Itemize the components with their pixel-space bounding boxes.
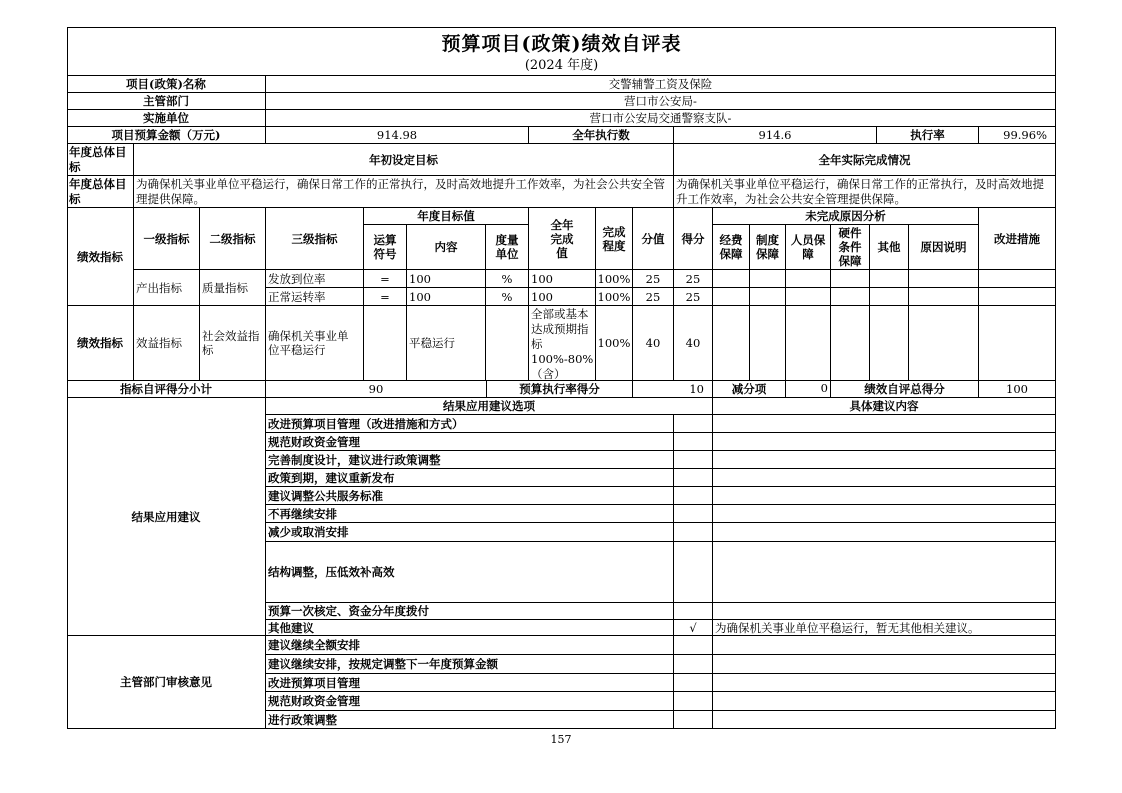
application-detail [713, 451, 1056, 469]
review-detail [713, 636, 1056, 655]
row2-actual: 100 [529, 288, 596, 306]
row1-level3: 发放到位率 [266, 270, 364, 288]
row2-r-hardware [831, 288, 870, 306]
row3-score: 40 [674, 306, 713, 381]
application-option: 预算一次核定、资金分年度拨付 [266, 603, 674, 620]
row3-r-system [750, 306, 786, 381]
rate-value: 99.96% [979, 127, 1056, 144]
review-check [674, 655, 713, 674]
row2-score: 25 [674, 288, 713, 306]
deduct-value: 0 [786, 381, 831, 398]
application-detail [713, 415, 1056, 433]
score-header: 得分 [674, 208, 713, 270]
review-detail [713, 655, 1056, 674]
row1-r-system [750, 270, 786, 288]
dept-value: 营口市公安局- [266, 93, 1056, 110]
row1-unit: % [486, 270, 529, 288]
row3-level3: 确保机关事业单位平稳运行 [266, 306, 364, 381]
score-value-header: 分值 [633, 208, 674, 270]
row1-r-other [870, 270, 909, 288]
application-check: √ [674, 620, 713, 636]
application-option: 建议调整公共服务标准 [266, 487, 674, 505]
application-option: 完善制度设计，建议进行政策调整 [266, 451, 674, 469]
application-option: 改进预算项目管理（改进措施和方式） [266, 415, 674, 433]
row1-r-staff [786, 270, 831, 288]
review-option: 改进预算项目管理 [266, 674, 674, 692]
review-option: 进行政策调整 [266, 711, 674, 729]
row2-op: = [364, 288, 407, 306]
row1-degree: 100% [596, 270, 633, 288]
row3-content: 平稳运行 [407, 306, 486, 381]
review-detail [713, 692, 1056, 711]
application-detail-header: 具体建议内容 [713, 398, 1056, 415]
row3-r-note [909, 306, 979, 381]
application-detail [713, 603, 1056, 620]
reason-note-header: 原因说明 [909, 225, 979, 270]
row3-degree: 100% [596, 306, 633, 381]
project-name-value: 交警辅警工资及保险 [266, 76, 1056, 93]
degree-header: 完成程度 [596, 208, 633, 270]
row3-r-fund [713, 306, 750, 381]
row1-level2: 质量指标 [200, 270, 266, 306]
initial-goal-header: 年初设定目标 [134, 144, 674, 176]
application-options-header: 结果应用建议选项 [266, 398, 713, 415]
row3-level1: 效益指标 [134, 306, 200, 381]
row3-improve [979, 306, 1056, 381]
form-subtitle: (2024 年度) [524, 58, 599, 73]
application-check [674, 542, 713, 603]
application-check [674, 415, 713, 433]
deduct-label: 减分项 [713, 381, 786, 398]
budget-score-label: 预算执行率得分 [487, 381, 633, 398]
reason-fund-header: 经费保障 [713, 225, 750, 270]
review-detail [713, 711, 1056, 729]
reason-group-header: 未完成原因分析 [713, 208, 979, 225]
application-check [674, 505, 713, 523]
reason-other-header: 其他 [870, 225, 909, 270]
reason-staff-header: 人员保障 [786, 225, 831, 270]
unit-header: 度量单位 [486, 225, 529, 270]
title-cell [67, 27, 1056, 76]
budget-score-value: 10 [633, 381, 713, 398]
actual-goal-header: 全年实际完成情况 [674, 144, 1056, 176]
total-label: 绩效自评总得分 [831, 381, 979, 398]
initial-goal-text: 为确保机关事业单位平稳运行，确保日常工作的正常执行，及时高效地提升工作效率，为社会公共安全管理提供保障。 [134, 176, 674, 208]
review-check [674, 692, 713, 711]
level3-header: 三级指标 [266, 208, 364, 270]
application-check [674, 603, 713, 620]
budget-value: 914.98 [266, 127, 529, 144]
application-label: 结果应用建议 [67, 398, 266, 636]
review-option: 建议继续安排，按规定调整下一年度预算金额 [266, 655, 674, 674]
row1-value: 25 [633, 270, 674, 288]
row2-r-fund [713, 288, 750, 306]
row1-level1: 产出指标 [134, 270, 200, 306]
goal-label-1: 年度总体目标 [67, 144, 134, 176]
exec-label: 全年执行数 [529, 127, 674, 144]
budget-label: 项目预算金额（万元) [67, 127, 266, 144]
subtotal-label: 指标自评得分小计 [67, 381, 266, 398]
row3-actual: 全部或基本达成预期指标100%-80%（含） [529, 306, 596, 381]
reason-hardware-header: 硬件条件保障 [831, 225, 870, 270]
application-option: 政策到期，建议重新发布 [266, 469, 674, 487]
application-detail [713, 487, 1056, 505]
application-detail: 为确保机关事业单位平稳运行，暂无其他相关建议。 [713, 620, 1056, 636]
op-header: 运算符号 [364, 225, 407, 270]
review-option: 建议继续全额安排 [266, 636, 674, 655]
row3-r-staff [786, 306, 831, 381]
application-detail [713, 542, 1056, 603]
row2-unit: % [486, 288, 529, 306]
project-name-label: 项目(政策)名称 [67, 76, 266, 93]
row1-r-fund [713, 270, 750, 288]
review-detail [713, 674, 1056, 692]
row3-r-other [870, 306, 909, 381]
review-check [674, 674, 713, 692]
row2-r-note [909, 288, 979, 306]
application-detail [713, 505, 1056, 523]
application-option: 结构调整，压低效补高效 [266, 542, 674, 603]
row3-r-hardware [831, 306, 870, 381]
evaluation-sheet [67, 27, 1056, 729]
level2-header: 二级指标 [200, 208, 266, 270]
application-check [674, 469, 713, 487]
row2-degree: 100% [596, 288, 633, 306]
application-detail [713, 469, 1056, 487]
row3-level2: 社会效益指标 [200, 306, 266, 381]
subtotal-value: 90 [266, 381, 487, 398]
row2-r-other [870, 288, 909, 306]
row1-content: 100 [407, 270, 486, 288]
level1-header: 一级指标 [134, 208, 200, 270]
content-header: 内容 [407, 225, 486, 270]
form-title: 预算项目(政策)绩效自评表 [441, 33, 682, 55]
application-detail [713, 433, 1056, 451]
application-check [674, 451, 713, 469]
row3-unit [486, 306, 529, 381]
row2-r-system [750, 288, 786, 306]
review-option: 规范财政资金管理 [266, 692, 674, 711]
application-option: 不再继续安排 [266, 505, 674, 523]
application-detail [713, 523, 1056, 542]
total-value: 100 [979, 381, 1056, 398]
actual-header: 全年完成值 [529, 208, 596, 270]
row2-content: 100 [407, 288, 486, 306]
row2-level3: 正常运转率 [266, 288, 364, 306]
application-option: 规范财政资金管理 [266, 433, 674, 451]
dept-label: 主管部门 [67, 93, 266, 110]
row1-r-note [909, 270, 979, 288]
row1-actual: 100 [529, 270, 596, 288]
unit-label: 实施单位 [67, 110, 266, 127]
row3-op [364, 306, 407, 381]
improve-header: 改进措施 [979, 208, 1056, 270]
review-label: 主管部门审核意见 [67, 636, 266, 729]
row2-value: 25 [633, 288, 674, 306]
application-check [674, 433, 713, 451]
page-number: 157 [550, 733, 572, 746]
row2-improve [979, 288, 1056, 306]
perf-indicator-label-2: 绩效指标 [67, 306, 134, 381]
rate-label: 执行率 [877, 127, 979, 144]
row3-value: 40 [633, 306, 674, 381]
review-check [674, 711, 713, 729]
review-check [674, 636, 713, 655]
row1-op: = [364, 270, 407, 288]
actual-goal-text: 为确保机关事业单位平稳运行，确保日常工作的正常执行，及时高效地提升工作效率，为社会公共安全管理提供保障。 [674, 176, 1056, 208]
application-option: 减少或取消安排 [266, 523, 674, 542]
reason-system-header: 制度保障 [750, 225, 786, 270]
row1-r-hardware [831, 270, 870, 288]
row1-score: 25 [674, 270, 713, 288]
application-check [674, 487, 713, 505]
row2-r-staff [786, 288, 831, 306]
target-group-header: 年度目标值 [364, 208, 529, 225]
goal-label-2: 年度总体目标 [67, 176, 134, 208]
row1-improve [979, 270, 1056, 288]
unit-value: 营口市公安局交通警察支队- [266, 110, 1056, 127]
exec-value: 914.6 [674, 127, 877, 144]
perf-indicator-label: 绩效指标 [67, 208, 134, 306]
application-option: 其他建议 [266, 620, 674, 636]
application-check [674, 523, 713, 542]
